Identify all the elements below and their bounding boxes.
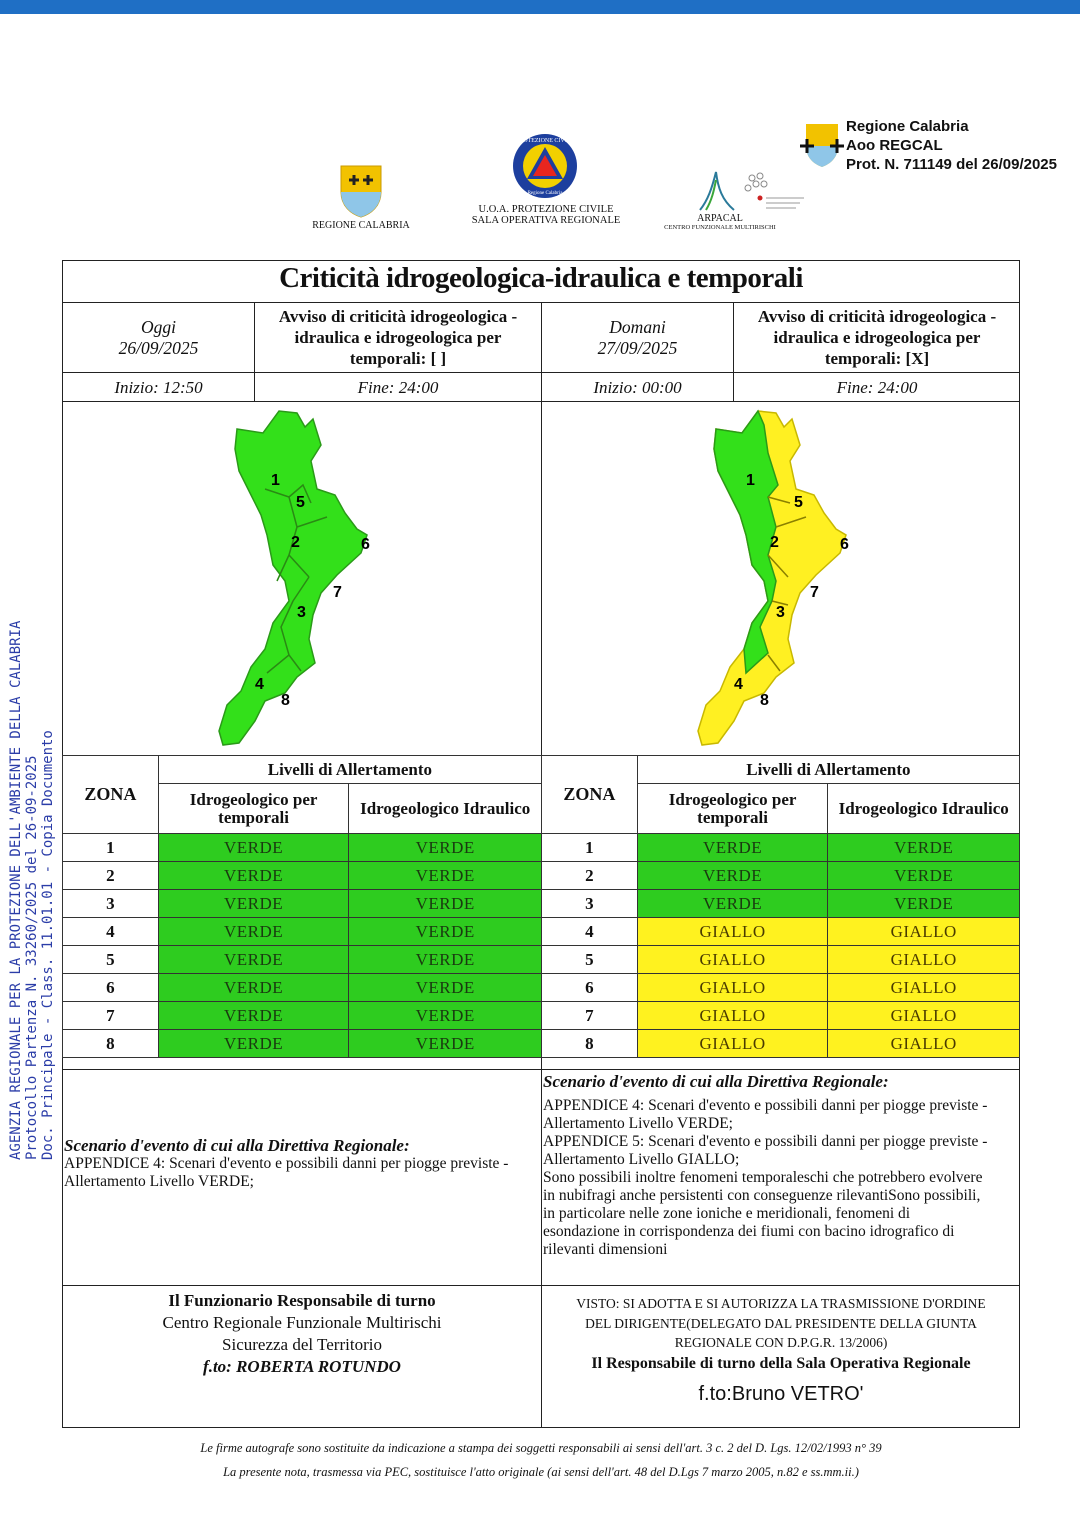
level-temporali-cell: VERDE [158, 918, 349, 946]
table-row [542, 1002, 1020, 1030]
table-row [542, 1030, 1020, 1058]
col2-header: Idrogeologico Idraulico [349, 784, 542, 834]
map-zone-label: 1 [271, 472, 280, 489]
footer-line: La presente nota, trasmessa via PEC, sostituisce l'atto originale (ai sensi dell'art. 48 del D.Lgs 7 marzo 2005, n.82 e ss.mm.ii.) [223, 1465, 859, 1479]
zone-number: 3 [542, 890, 638, 918]
level-temporali-cell: VERDE [158, 974, 349, 1002]
table-row [63, 974, 542, 1002]
today-zone-map [205, 405, 375, 750]
scenario-line: esondazione in corrispondenza dei fiumi con bacino idrografico di [543, 1223, 955, 1240]
zone-number: 4 [63, 918, 159, 946]
col1-line: Idrogeologico per [668, 789, 797, 809]
level-idraulico-cell: VERDE [349, 890, 542, 918]
stamp-line: Prot. N. 711149 del 26/09/2025 [846, 156, 1057, 173]
map-zone-label: 2 [291, 534, 300, 551]
map-zone-label: 3 [776, 604, 785, 621]
level-idraulico-cell: VERDE [349, 1030, 542, 1058]
map-zone-label: 6 [361, 536, 370, 553]
level-temporali-cell: VERDE [637, 890, 828, 918]
today-end: Fine: 24:00 [357, 377, 439, 397]
top-color-bar [0, 0, 1080, 14]
map-zone-label: 2 [770, 534, 779, 551]
pc-caption-line: SALA OPERATIVA REGIONALE [471, 215, 621, 226]
level-temporali-cell: VERDE [158, 1002, 349, 1030]
table-row [542, 834, 1020, 862]
zone-number: 6 [542, 974, 638, 1002]
side-stamp-line: AGENZIA REGIONALE PER LA PROTEZIONE DELL'AMBIENTE DELLA CALABRIA [8, 620, 24, 1160]
table-row [542, 946, 1020, 974]
notice-line: idraulica e idrogeologica per [773, 328, 981, 347]
signature-left-title: Il Funzionario Responsabile di turno [168, 1291, 436, 1310]
col2-header: Idrogeologico Idraulico [828, 784, 1020, 834]
tomorrow-end: Fine: 24:00 [836, 377, 918, 397]
tomorrow-date-cell [542, 304, 733, 371]
level-temporali-cell: VERDE [637, 862, 828, 890]
scenario-line: Allertamento Livello GIALLO; [543, 1151, 740, 1168]
map-zone-label: 3 [297, 604, 306, 621]
level-temporali-cell: VERDE [158, 834, 349, 862]
zone-number: 2 [63, 862, 159, 890]
footer-notes [62, 1436, 1020, 1484]
level-temporali-cell: GIALLO [637, 1002, 828, 1030]
side-stamp-line: Doc. Principale - Class. 11.01.01 - Copia Documento [40, 730, 56, 1160]
tomorrow-scenario [543, 1073, 1019, 1259]
signature-right-title: Il Responsabile di turno della Sala Operativa Regionale [591, 1354, 971, 1372]
level-idraulico-cell: GIALLO [828, 918, 1020, 946]
visto-line: REGIONALE CON D.P.G.R. 13/2006) [674, 1335, 888, 1350]
footer-line: Le firme autografe sono sostituite da indicazione a stampa dei soggetti responsabili ai sensi dell'art. 3 c. 2 del D. Lgs. 12/02/1993 n° 39 [200, 1441, 882, 1455]
arpacal-logo [696, 170, 738, 212]
scenario-title: Scenario d'evento di cui alla Direttiva Regionale: [543, 1072, 889, 1091]
signature-left-line: Sicurezza del Territorio [222, 1335, 382, 1354]
tomorrow-notice-cell [735, 304, 1019, 371]
livelli-header: Livelli di Allertamento [158, 756, 541, 784]
table-row [63, 890, 542, 918]
notice-line: idraulica e idrogeologica per [294, 328, 502, 347]
level-temporali-cell: VERDE [158, 890, 349, 918]
table-row [63, 1030, 542, 1058]
tomorrow-label: Domani [609, 316, 666, 337]
zone-number: 7 [63, 1002, 159, 1030]
map-zone-label: 7 [333, 584, 342, 601]
signature-left [64, 1290, 540, 1378]
signature-left-sign: f.to: ROBERTA ROTUNDO [203, 1357, 401, 1376]
today-start: Inizio: 12:50 [114, 377, 203, 397]
arpacal-name: ARPACAL [697, 213, 743, 224]
today-alert-table [62, 755, 542, 1058]
tomorrow-zone-map [684, 405, 854, 750]
signature-left-line: Centro Regionale Funzionale Multirischi [162, 1313, 442, 1332]
region-protocol-stamp [846, 117, 1057, 174]
notice-line: temporali: [X] [824, 349, 930, 368]
scenario-line: in particolare nelle zone ioniche e meridionali, fenomeni di [543, 1205, 911, 1222]
level-idraulico-cell: GIALLO [828, 946, 1020, 974]
level-temporali-cell: VERDE [637, 834, 828, 862]
level-idraulico-cell: GIALLO [828, 974, 1020, 1002]
map-zone-label: 6 [840, 536, 849, 553]
zone-number: 5 [542, 946, 638, 974]
scenario-line: Allertamento Livello VERDE; [543, 1115, 733, 1132]
scenario-line: APPENDICE 5: Scenari d'evento e possibili danni per piogge previste - [543, 1133, 988, 1150]
zona-header: ZONA [63, 756, 159, 834]
scenario-title: Scenario d'evento di cui alla Direttiva Regionale: [64, 1136, 410, 1155]
level-idraulico-cell: VERDE [828, 890, 1020, 918]
col1-header [158, 784, 349, 834]
pc-caption-line: U.O.A. PROTEZIONE CIVILE [478, 204, 614, 215]
zone-number: 2 [542, 862, 638, 890]
regione-calabria-caption: REGIONE CALABRIA [312, 220, 410, 231]
zone-number: 6 [63, 974, 159, 1002]
badge-top-text: PROTEZIONE CIVILE [515, 138, 575, 144]
table-row [542, 890, 1020, 918]
visto-line: DEL DIRIGENTE(DELEGATO DAL PRESIDENTE DELLA GIUNTA [585, 1315, 977, 1331]
zone-number: 5 [63, 946, 159, 974]
table-row [542, 862, 1020, 890]
side-protocol-stamp [8, 621, 56, 1160]
table-row [63, 946, 542, 974]
col1-line: temporali [697, 807, 768, 827]
map-zone-label: 5 [794, 494, 803, 511]
map-zone-label: 1 [746, 472, 755, 489]
level-temporali-cell: VERDE [158, 862, 349, 890]
level-idraulico-cell: VERDE [349, 918, 542, 946]
scenario-line: APPENDICE 4: Scenari d'evento e possibili danni per piogge previste - [64, 1155, 509, 1172]
level-idraulico-cell: VERDE [349, 1002, 542, 1030]
badge-bottom-text: Regione Calabria [527, 191, 563, 196]
tomorrow-alert-table [541, 755, 1020, 1058]
tomorrow-date: 27/09/2025 [597, 337, 678, 358]
signature-right [543, 1294, 1019, 1409]
level-idraulico-cell: VERDE [349, 862, 542, 890]
level-temporali-cell: GIALLO [637, 946, 828, 974]
table-row [63, 918, 542, 946]
scenario-line: Sono possibili inoltre fenomeni temporaleschi che potrebbero evolvere [543, 1169, 983, 1186]
level-idraulico-cell: VERDE [349, 834, 542, 862]
today-scenario [64, 1137, 540, 1191]
arpacal-caption [656, 213, 784, 232]
zone-number: 8 [542, 1030, 638, 1058]
level-temporali-cell: GIALLO [637, 918, 828, 946]
level-temporali-cell: GIALLO [637, 1030, 828, 1058]
zone-number: 3 [63, 890, 159, 918]
map-zone-label: 4 [255, 676, 264, 693]
today-date: 26/09/2025 [118, 337, 199, 358]
scenario-line: APPENDICE 4: Scenari d'evento e possibili danni per piogge previste - [543, 1097, 988, 1114]
level-temporali-cell: VERDE [158, 946, 349, 974]
scenario-line: Allertamento Livello VERDE; [64, 1173, 254, 1190]
col1-line: Idrogeologico per [189, 789, 318, 809]
table-row [542, 918, 1020, 946]
side-stamp-line: Protocollo Partenza N. 33260/2025 del 26-09-2025 [24, 755, 40, 1160]
level-temporali-cell: GIALLO [637, 974, 828, 1002]
level-idraulico-cell: GIALLO [828, 1002, 1020, 1030]
visto-line: VISTO: SI ADOTTA E SI AUTORIZZA LA TRASMISSIONE D'ORDINE [576, 1296, 986, 1311]
level-idraulico-cell: VERDE [349, 946, 542, 974]
arpacal-subtitle: CENTRO FUNZIONALE MULTIRISCHI [664, 224, 776, 231]
col1-header [637, 784, 828, 834]
cfm-logo [742, 170, 808, 214]
zone-number: 7 [542, 1002, 638, 1030]
table-row [63, 1002, 542, 1030]
signature-right-sign: f.to:Bruno VETRO' [698, 1382, 864, 1405]
regione-calabria-logo [335, 162, 387, 218]
level-idraulico-cell: GIALLO [828, 1030, 1020, 1058]
map-zone-label: 5 [296, 494, 305, 511]
stamp-line: Aoo REGCAL [846, 137, 943, 154]
zona-header: ZONA [542, 756, 638, 834]
zone-number: 1 [542, 834, 638, 862]
today-date-cell [63, 304, 254, 371]
zone-number: 1 [63, 834, 159, 862]
region-stamp-logo [800, 122, 844, 168]
protezione-civile-logo [512, 133, 578, 199]
stamp-line: Regione Calabria [846, 118, 969, 135]
col1-line: temporali [218, 807, 289, 827]
today-notice-cell [256, 304, 540, 371]
tomorrow-start: Inizio: 00:00 [593, 377, 682, 397]
scenario-line: in nubifragi anche persistenti con conseguenze rilevantiSono possibili, [543, 1187, 981, 1204]
page-title: Criticità idrogeologica-idraulica e temporali [279, 262, 803, 294]
level-temporali-cell: VERDE [158, 1030, 349, 1058]
scenario-line: rilevanti dimensioni [543, 1241, 668, 1258]
table-row [63, 834, 542, 862]
level-idraulico-cell: VERDE [828, 862, 1020, 890]
level-idraulico-cell: VERDE [349, 974, 542, 1002]
zone-number: 8 [63, 1030, 159, 1058]
level-idraulico-cell: VERDE [828, 834, 1020, 862]
table-row [63, 862, 542, 890]
map-zone-label: 8 [760, 692, 769, 709]
table-row [542, 974, 1020, 1002]
zone-area [219, 411, 367, 745]
map-zone-label: 7 [810, 584, 819, 601]
notice-line: Avviso di criticità idrogeologica - [278, 307, 518, 326]
zone-number: 4 [542, 918, 638, 946]
map-zone-label: 8 [281, 692, 290, 709]
notice-line: temporali: [ ] [349, 349, 447, 368]
map-zone-label: 4 [734, 676, 743, 693]
visto-text [543, 1294, 1019, 1353]
protezione-civile-caption [460, 204, 632, 226]
today-label: Oggi [141, 316, 176, 337]
notice-line: Avviso di criticità idrogeologica - [757, 307, 997, 326]
livelli-header: Livelli di Allertamento [637, 756, 1019, 784]
